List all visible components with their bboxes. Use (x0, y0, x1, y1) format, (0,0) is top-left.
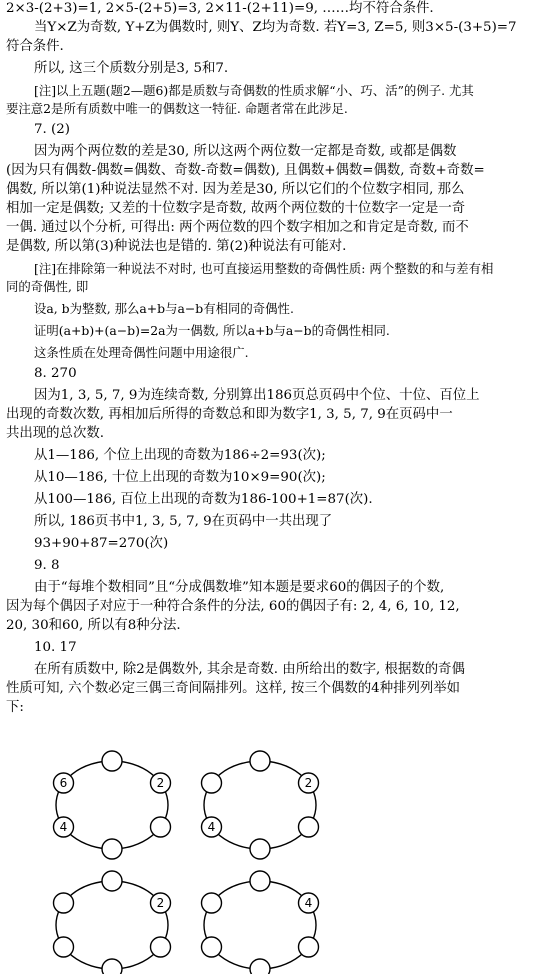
node-label: 2 (304, 776, 313, 790)
text-line: 在所有质数中, 除2是偶数外, 其余是奇数. 由所给出的数字, 根据数的奇偶 (34, 662, 465, 677)
text-line: 20, 30和60, 所以有8种分法. (6, 618, 181, 633)
ring (204, 881, 316, 969)
text-line: 设a, b为整数, 那么a+b与a−b有相同的奇偶性. (34, 301, 294, 316)
number-node (102, 839, 122, 859)
text-line: (因为只有偶数-偶数=偶数、奇数-奇数=偶数), 且偶数+偶数=偶数, 奇数+奇数= (6, 163, 485, 178)
text-line: 10. 17 (34, 640, 77, 655)
ring (56, 881, 168, 969)
number-node (250, 751, 270, 771)
number-node (250, 839, 270, 859)
text-line: 因为1, 3, 5, 7, 9为连续奇数, 分别算出186页总页码中个位、十位、百位上 (34, 388, 480, 403)
number-node (202, 893, 222, 913)
text-line: 这条性质在处理奇偶性问题中用途很广. (34, 345, 249, 360)
text-line: 因为每个偶因子对应于一种符合条件的分法, 60的偶因子有: 2, 4, 6, 10, 12, (6, 599, 460, 614)
text-line: 7. (2) (34, 122, 71, 137)
text-line: 共出现的总次数. (6, 426, 104, 441)
number-node (54, 937, 74, 957)
text-line: [注]在排除第一种说法不对时, 也可直接运用整数的奇偶性质: 两个整数的和与差有相 (34, 261, 494, 276)
number-node (298, 937, 318, 957)
circle-diagram (202, 751, 319, 859)
text-line: 出现的奇数次数, 再相加后所得的奇数总和即为数字1, 3, 5, 7, 9在页码中一 (6, 407, 453, 422)
number-node (102, 959, 122, 974)
text-line: 由于“每堆个数相同”且“分成偶数堆”知本题是要求60的偶因子的个数, (34, 580, 445, 595)
text-line: 所以, 186页书中1, 3, 5, 7, 9在页码中一共出现了 (34, 514, 333, 529)
number-node (202, 937, 222, 957)
number-node (54, 893, 74, 913)
text-line: 一偶. 通过以个分析, 可得出: 两个两位数的四个数字相加之和肯定是奇数, 而不 (6, 220, 469, 235)
number-node (298, 817, 318, 837)
text-line: 从100—186, 百位上出现的奇数为186-100+1=87(次). (34, 492, 373, 507)
node-label: 4 (59, 820, 68, 834)
text-line: 8. 270 (34, 366, 77, 381)
text-line: 性质可知, 六个数必定三偶三奇间隔排列。这样, 按三个偶数的4种排列列举如 (6, 681, 461, 696)
number-node (202, 773, 222, 793)
text-line: 从10—186, 十位上出现的奇数为10×9=90(次); (34, 470, 326, 485)
text-line: 相加一定是偶数; 又差的十位数字是奇数, 故两个两位数的十位数字一定是一奇 (6, 201, 466, 216)
circle-diagram (54, 871, 171, 974)
number-node (150, 817, 170, 837)
text-line: 偶数, 所以第(1)种说法显然不对. 因为差是30, 所以它们的个位数字相同, 那么 (6, 182, 465, 197)
node-label: 2 (156, 776, 165, 790)
node-label: 4 (207, 820, 216, 834)
text-line: 下: (6, 700, 24, 715)
text-line: 从1—186, 个位上出现的奇数为186÷2=93(次); (34, 448, 326, 463)
text-line: 同的奇偶性, 即 (6, 279, 89, 294)
text-line: 93+90+87=270(次) (34, 536, 169, 551)
text-line: 要注意2是所有质数中唯一的偶数这一特征. 命题者常在此涉足. (6, 101, 348, 116)
text-line: 9. 8 (34, 558, 60, 573)
number-node (102, 751, 122, 771)
number-node (102, 871, 122, 891)
number-node (250, 871, 270, 891)
text-line: 证明(a+b)+(a−b)=2a为一偶数, 所以a+b与a−b的奇偶性相同. (34, 323, 390, 338)
text-line: 符合条件. (6, 39, 64, 54)
node-label: 6 (59, 776, 68, 790)
text-line: [注]以上五题(题2—题6)都是质数与奇偶数的性质求解“小、巧、活”的例子. 尤其 (34, 83, 474, 98)
ring (56, 761, 168, 849)
text-line: 因为两个两位数的差是30, 所以这两个两位数一定都是奇数, 或都是偶数 (34, 144, 457, 159)
circle-diagram (54, 751, 171, 859)
number-node (250, 959, 270, 974)
prime-circle-diagrams (0, 740, 554, 974)
text-line: 所以, 这三个质数分别是3, 5和7. (34, 61, 229, 76)
text-line: 2×3-(2+3)=1, 2×5-(2+5)=3, 2×11-(2+11)=9, ……均不符合条件. (6, 1, 434, 16)
ring (204, 761, 316, 849)
text-line: 是偶数, 所以第(3)种说法也是错的. 第(2)种说法有可能对. (6, 239, 347, 254)
number-node (150, 937, 170, 957)
circle-diagram (202, 871, 319, 974)
text-line: 当Y×Z为奇数, Y+Z为偶数时, 则Y、Z均为奇数. 若Y=3, Z=5, 则3×5-(3+5)=7 (34, 20, 517, 35)
node-label: 4 (304, 896, 313, 910)
node-label: 2 (156, 896, 165, 910)
